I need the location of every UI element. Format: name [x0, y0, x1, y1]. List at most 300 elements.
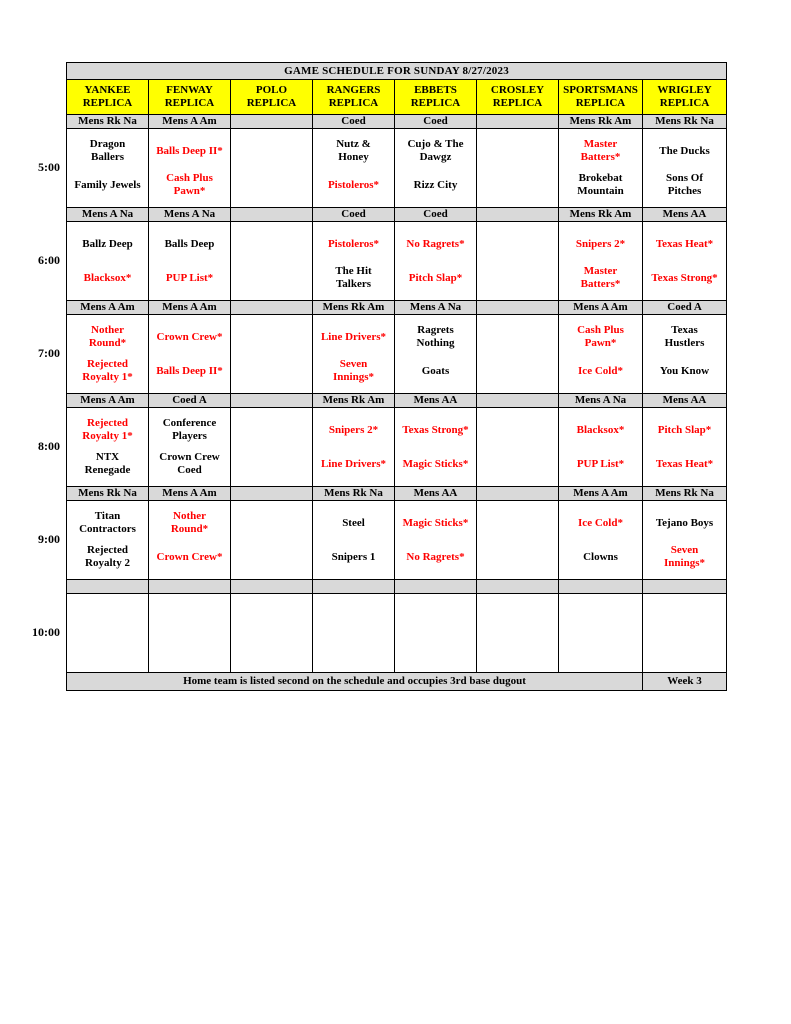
matchup-cell[interactable] [313, 315, 395, 394]
matchup-cell[interactable] [149, 408, 231, 487]
matchup-cell[interactable] [477, 594, 559, 673]
time-slot-row [67, 315, 727, 394]
division-label: Coed [395, 115, 477, 129]
team-name: Ballers [91, 151, 124, 163]
matchup-cell[interactable] [643, 222, 727, 301]
team-name: You Know [659, 364, 710, 377]
team-name: Snipers 2* [575, 237, 626, 250]
team-name: NTX [95, 451, 120, 464]
team-entry [643, 134, 726, 168]
team-entry [395, 447, 476, 481]
division-label: Coed [313, 208, 395, 222]
field-type: REPLICA [328, 97, 379, 109]
team-entry [231, 633, 312, 667]
team-name: The Ducks [659, 144, 710, 157]
matchup-cell[interactable] [149, 315, 231, 394]
field-name: YANKEE [84, 84, 131, 97]
team-entry [149, 633, 230, 667]
team-entry [67, 599, 148, 633]
team-name: Players [172, 430, 207, 442]
field-name: WRIGLEY [657, 84, 712, 97]
division-label [231, 394, 313, 408]
matchup-cell[interactable] [395, 129, 477, 208]
team-name: Royalty 2 [85, 557, 130, 569]
team-entry [67, 633, 148, 667]
team-entry [395, 134, 476, 168]
field-header-cell [67, 80, 149, 115]
division-label [477, 208, 559, 222]
team-name: Balls Deep II* [156, 364, 223, 377]
team-entry [313, 227, 394, 261]
schedule-table-container [66, 62, 726, 691]
team-entry [231, 506, 312, 540]
team-name: Ragrets [417, 324, 454, 337]
team-entry [559, 134, 642, 168]
matchup-cell[interactable] [313, 222, 395, 301]
team-name: Honey [338, 151, 369, 163]
time-label: 5:00 [38, 160, 60, 174]
division-label: Mens Rk Am [559, 115, 643, 129]
matchup-cell[interactable] [395, 594, 477, 673]
team-entry [231, 540, 312, 574]
field-header-row [67, 80, 727, 115]
team-entry [313, 633, 394, 667]
team-entry [559, 506, 642, 540]
game-schedule-table [66, 62, 727, 691]
team-entry [67, 227, 148, 261]
division-label: Coed [395, 208, 477, 222]
division-label: Mens Rk Na [67, 487, 149, 501]
team-entry [477, 413, 558, 447]
team-name: Cujo & The [407, 138, 464, 151]
division-label: Coed A [149, 394, 231, 408]
team-entry [231, 261, 312, 295]
time-slot-row [67, 594, 727, 673]
team-name: Nother [91, 324, 124, 337]
division-label: Mens A Am [67, 394, 149, 408]
team-entry [313, 134, 394, 168]
matchup-cell[interactable] [477, 408, 559, 487]
time-slot-row [67, 129, 727, 208]
matchup-cell[interactable] [643, 315, 727, 394]
division-label [67, 580, 149, 594]
team-entry [231, 413, 312, 447]
division-label: Coed [313, 115, 395, 129]
matchup-cell[interactable] [313, 129, 395, 208]
field-name: FENWAY [166, 84, 213, 97]
team-entry [643, 540, 726, 574]
division-label: Mens AA [643, 394, 727, 408]
division-label: Mens A Am [559, 487, 643, 501]
field-name: SPORTSMANS [563, 84, 638, 97]
schedule-title-row [67, 63, 727, 80]
matchup-cell[interactable] [231, 315, 313, 394]
matchup-cell[interactable] [149, 129, 231, 208]
team-entry [643, 261, 726, 295]
matchup-cell[interactable] [67, 501, 149, 580]
team-name: Hustlers [664, 337, 705, 349]
team-name: Master [583, 265, 618, 278]
matchup-cell[interactable] [231, 222, 313, 301]
matchup-cell[interactable] [559, 501, 643, 580]
field-type: REPLICA [575, 97, 626, 109]
team-entry [231, 447, 312, 481]
field-name: CROSLEY [490, 84, 545, 97]
team-name: Tejano Boys [655, 516, 714, 529]
page-title: GAME SCHEDULE FOR SUNDAY 8/27/2023 [67, 63, 727, 80]
team-entry [477, 540, 558, 574]
time-label: 8:00 [38, 439, 60, 453]
team-name: Dragon [89, 138, 126, 151]
division-label: Mens AA [643, 208, 727, 222]
matchup-cell[interactable] [395, 222, 477, 301]
team-entry [313, 413, 394, 447]
week-label: Week 3 [643, 673, 727, 691]
team-name: Batters* [580, 278, 621, 290]
division-row [67, 115, 727, 129]
team-entry [67, 320, 148, 354]
team-entry [477, 168, 558, 202]
matchup-cell[interactable] [313, 594, 395, 673]
team-entry [313, 354, 394, 388]
field-type: REPLICA [164, 97, 215, 109]
team-entry [231, 134, 312, 168]
team-name: Innings* [333, 371, 374, 383]
division-label [231, 487, 313, 501]
team-entry [395, 413, 476, 447]
division-label: Mens A Na [559, 394, 643, 408]
team-name: Texas [671, 324, 698, 337]
division-label: Mens AA [395, 394, 477, 408]
team-entry [149, 354, 230, 388]
division-label: Mens Rk Na [67, 115, 149, 129]
division-row [67, 208, 727, 222]
team-entry [477, 320, 558, 354]
team-entry [149, 320, 230, 354]
division-label: Mens Rk Am [313, 394, 395, 408]
team-entry [231, 227, 312, 261]
team-entry [67, 354, 148, 388]
division-label: Mens A Am [149, 301, 231, 315]
matchup-cell[interactable] [149, 222, 231, 301]
team-entry [149, 134, 230, 168]
team-entry [559, 540, 642, 574]
team-entry [643, 633, 726, 667]
team-name: Cash Plus [577, 324, 624, 337]
division-label: Mens Rk Na [313, 487, 395, 501]
team-entry [477, 227, 558, 261]
team-name: Crown Crew* [156, 550, 223, 563]
time-slot-row [67, 222, 727, 301]
team-name: Pistoleros* [327, 178, 380, 191]
division-row [67, 394, 727, 408]
team-name: Titan [94, 510, 121, 523]
team-name: Texas Heat* [655, 237, 714, 250]
team-entry [313, 320, 394, 354]
team-name: Ice Cold* [578, 516, 623, 529]
team-entry [149, 168, 230, 202]
time-slot-row [67, 408, 727, 487]
matchup-cell[interactable] [643, 501, 727, 580]
team-entry [313, 447, 394, 481]
team-name: The Hit [335, 265, 372, 278]
team-name: No Ragrets* [406, 237, 465, 250]
division-label [477, 487, 559, 501]
division-label: Mens AA [395, 487, 477, 501]
team-name: Nutz & [336, 138, 371, 151]
team-entry [643, 447, 726, 481]
field-type: REPLICA [246, 97, 297, 109]
matchup-cell[interactable] [67, 315, 149, 394]
team-entry [559, 320, 642, 354]
team-entry [643, 227, 726, 261]
team-entry [477, 261, 558, 295]
division-label [395, 580, 477, 594]
team-name: Talkers [335, 278, 372, 290]
division-label [149, 580, 231, 594]
team-name: Pitches [667, 185, 702, 197]
matchup-cell[interactable] [477, 315, 559, 394]
team-entry [313, 261, 394, 295]
team-entry [313, 506, 394, 540]
division-label [477, 580, 559, 594]
team-entry [477, 506, 558, 540]
team-name: Family Jewels [74, 178, 141, 191]
team-entry [149, 227, 230, 261]
matchup-cell[interactable] [395, 315, 477, 394]
team-entry [477, 354, 558, 388]
team-name: Nothing [416, 337, 455, 349]
team-name: Goats [421, 364, 450, 377]
team-entry [231, 168, 312, 202]
team-name: Texas Heat* [655, 457, 714, 470]
team-entry [395, 599, 476, 633]
team-name: Seven [670, 544, 699, 557]
team-name: Contractors [79, 523, 136, 535]
team-name: Master [583, 138, 618, 151]
division-label: Mens A Am [67, 301, 149, 315]
team-name: Innings* [664, 557, 706, 569]
team-entry [231, 354, 312, 388]
time-label: 10:00 [32, 625, 60, 639]
team-entry [313, 599, 394, 633]
field-type: REPLICA [82, 97, 133, 109]
division-row [67, 487, 727, 501]
division-label: Mens Rk Na [643, 115, 727, 129]
team-entry [559, 413, 642, 447]
team-entry [313, 540, 394, 574]
team-name: Sons Of [666, 172, 704, 185]
team-entry [149, 506, 230, 540]
division-label [477, 301, 559, 315]
team-name: Rejected [87, 544, 128, 557]
team-entry [559, 168, 642, 202]
team-name: Ballz Deep [82, 237, 133, 250]
team-name: Magic Sticks* [402, 457, 469, 470]
matchup-cell[interactable] [643, 408, 727, 487]
division-label: Mens A Am [149, 115, 231, 129]
matchup-cell[interactable] [559, 408, 643, 487]
field-header-cell [149, 80, 231, 115]
time-slot-row [67, 501, 727, 580]
matchup-cell[interactable] [67, 222, 149, 301]
team-entry [559, 354, 642, 388]
team-entry [67, 447, 148, 481]
team-name: Pawn* [173, 185, 206, 197]
field-type: REPLICA [410, 97, 461, 109]
division-label: Mens A Na [149, 208, 231, 222]
team-entry [149, 599, 230, 633]
team-name: Pitch Slap* [657, 423, 712, 436]
team-entry [67, 134, 148, 168]
field-header-cell [559, 80, 643, 115]
field-name: RANGERS [326, 84, 381, 97]
matchup-cell[interactable] [559, 129, 643, 208]
team-entry [231, 320, 312, 354]
matchup-cell[interactable] [395, 501, 477, 580]
team-entry [477, 447, 558, 481]
division-label: Mens Rk Am [313, 301, 395, 315]
team-entry [395, 633, 476, 667]
matchup-cell[interactable] [477, 129, 559, 208]
field-header-cell [231, 80, 313, 115]
matchup-cell[interactable] [231, 594, 313, 673]
field-header-cell [477, 80, 559, 115]
team-entry [559, 227, 642, 261]
matchup-cell[interactable] [313, 408, 395, 487]
matchup-cell[interactable] [643, 594, 727, 673]
team-name: Line Drivers* [320, 457, 387, 470]
team-entry [477, 633, 558, 667]
team-name: Rizz City [413, 178, 458, 191]
team-name: Royalty 1* [82, 371, 133, 383]
team-name: Seven [339, 358, 368, 371]
team-name: Dawgz [419, 151, 452, 163]
matchup-cell[interactable] [477, 501, 559, 580]
team-entry [67, 413, 148, 447]
team-entry [395, 354, 476, 388]
matchup-cell[interactable] [67, 594, 149, 673]
team-name: Ice Cold* [578, 364, 623, 377]
team-entry [643, 413, 726, 447]
team-name: Coed [177, 464, 202, 476]
team-name: Brokebat [578, 172, 623, 185]
division-label [477, 394, 559, 408]
team-entry [643, 320, 726, 354]
matchup-cell[interactable] [149, 594, 231, 673]
team-name: Batters* [580, 151, 621, 163]
team-name: Pitch Slap* [408, 271, 463, 284]
team-entry [643, 168, 726, 202]
division-label: Mens A Am [149, 487, 231, 501]
matchup-cell[interactable] [231, 129, 313, 208]
team-entry [643, 599, 726, 633]
field-name: EBBETS [414, 84, 457, 97]
team-entry [643, 354, 726, 388]
team-entry [395, 261, 476, 295]
division-label [477, 115, 559, 129]
team-name: Conference [162, 417, 217, 430]
matchup-cell[interactable] [559, 594, 643, 673]
division-label: Mens Rk Na [643, 487, 727, 501]
field-header-cell [643, 80, 727, 115]
team-entry [67, 168, 148, 202]
time-label: 6:00 [38, 253, 60, 267]
team-entry [559, 261, 642, 295]
field-name: POLO [255, 84, 288, 97]
team-name: PUP List* [165, 271, 214, 284]
matchup-cell[interactable] [559, 315, 643, 394]
team-entry [477, 134, 558, 168]
division-row [67, 580, 727, 594]
team-name: Pawn* [584, 337, 617, 349]
team-entry [559, 633, 642, 667]
team-entry [67, 540, 148, 574]
field-type: REPLICA [492, 97, 543, 109]
team-name: Royalty 1* [82, 430, 133, 442]
team-entry [149, 261, 230, 295]
division-label [231, 115, 313, 129]
team-name: Blacksox* [83, 271, 132, 284]
matchup-cell[interactable] [313, 501, 395, 580]
team-name: Balls Deep II* [156, 144, 223, 157]
time-label: 9:00 [38, 532, 60, 546]
team-entry [149, 413, 230, 447]
matchup-cell[interactable] [231, 408, 313, 487]
team-entry [477, 599, 558, 633]
matchup-cell[interactable] [395, 408, 477, 487]
division-label: Coed A [643, 301, 727, 315]
team-name: Snipers 2* [328, 423, 379, 436]
team-entry [395, 320, 476, 354]
team-entry [67, 506, 148, 540]
matchup-cell[interactable] [231, 501, 313, 580]
team-name: Crown Crew* [156, 330, 223, 343]
division-row [67, 301, 727, 315]
field-header-cell [395, 80, 477, 115]
division-label [231, 301, 313, 315]
team-entry [559, 447, 642, 481]
team-name: Magic Sticks* [402, 516, 469, 529]
team-entry [395, 227, 476, 261]
team-name: Mountain [577, 185, 624, 197]
team-name: Rejected [87, 417, 128, 430]
matchup-cell[interactable] [149, 501, 231, 580]
matchup-cell[interactable] [67, 129, 149, 208]
team-entry [149, 447, 230, 481]
team-name: Nother [173, 510, 206, 523]
matchup-cell[interactable] [477, 222, 559, 301]
team-name: Round* [170, 523, 209, 535]
matchup-cell[interactable] [67, 408, 149, 487]
team-name: Pistoleros* [327, 237, 380, 250]
division-label: Mens Rk Am [559, 208, 643, 222]
division-label: Mens A Na [67, 208, 149, 222]
matchup-cell[interactable] [559, 222, 643, 301]
team-name: Clowns [583, 550, 618, 563]
division-label [559, 580, 643, 594]
footer-row [67, 673, 727, 691]
team-name: Blacksox* [576, 423, 625, 436]
team-entry [395, 168, 476, 202]
matchup-cell[interactable] [643, 129, 727, 208]
division-label: Mens A Na [395, 301, 477, 315]
division-label: Mens A Am [559, 301, 643, 315]
field-type: REPLICA [659, 97, 710, 109]
team-entry [559, 599, 642, 633]
team-entry [231, 599, 312, 633]
division-label [231, 580, 313, 594]
